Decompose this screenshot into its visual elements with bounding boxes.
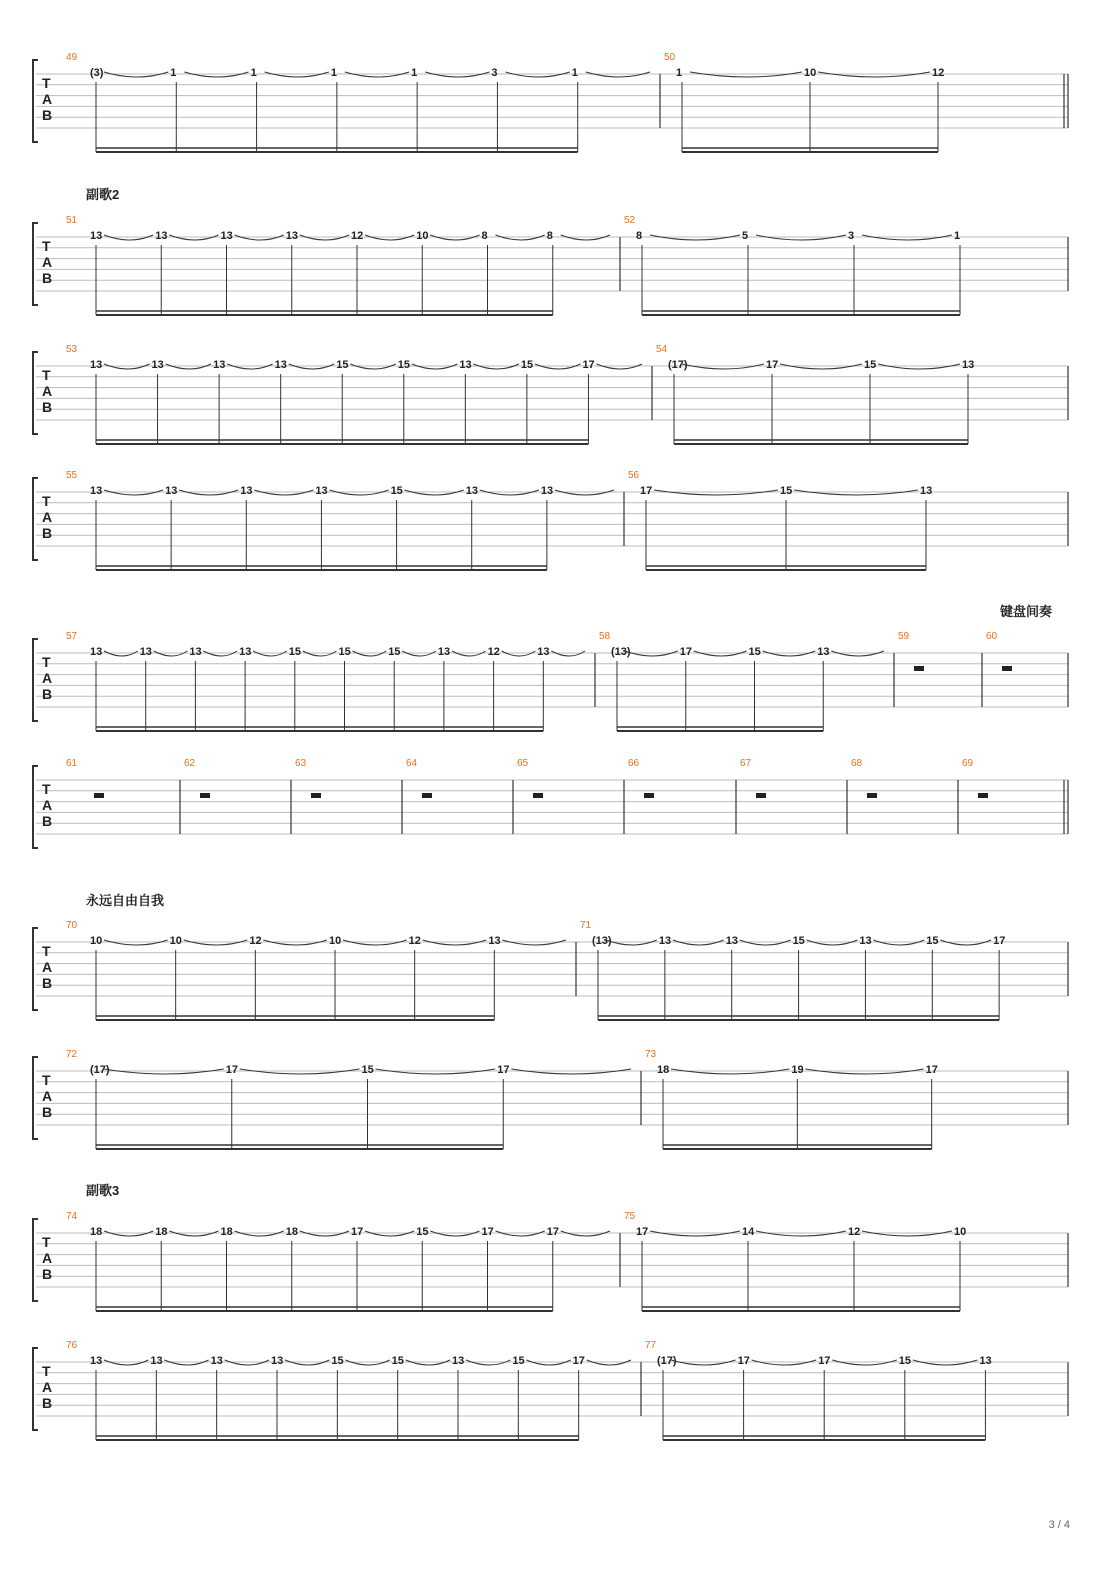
fret-number: 13 [155,230,168,242]
fret-number: 12 [249,935,262,947]
fret-number: 13 [90,230,103,242]
fret-number: 13 [90,485,103,497]
measure-number: 74 [66,1211,78,1222]
fret-number: 17 [351,1226,364,1238]
system-bracket [33,1348,38,1430]
fret-number: 3 [848,230,855,242]
fret-number: 17 [925,1064,938,1076]
fret-number: 15 [926,935,939,947]
fret-number: 13 [90,646,103,658]
fret-number: 13 [817,646,830,658]
measure-number: 76 [66,1340,78,1351]
fret-number: 13 [189,646,202,658]
fret-number: 17 [546,1226,559,1238]
fret-number: 17 [640,485,653,497]
tab-clef-letter: A [42,959,53,975]
measure-number: 73 [645,1049,657,1060]
fret-number: 13 [540,485,554,497]
rest [914,666,924,671]
measure-number: 54 [656,344,668,355]
fret-number: 1 [170,67,177,79]
tab-clef-letter: T [42,654,51,670]
fret-number: 10 [954,1226,967,1238]
fret-number: 17 [582,359,595,371]
tab-clef-letter: T [42,1363,51,1379]
tab-clef-letter: T [42,238,51,254]
system-bracket [33,478,38,560]
tab-clef-letter: B [42,686,53,702]
fret-number: 17 [766,359,779,371]
tab-clef-letter: B [42,525,53,541]
measure-number: 69 [962,758,974,769]
fret-number: 12 [408,935,421,947]
fret-number: 13 [271,1355,284,1367]
rest [422,793,432,798]
fret-number: 3 [491,67,498,79]
fret-number: 8 [546,230,553,242]
fret-number: 15 [416,1226,429,1238]
measure-number: 52 [624,215,636,226]
fret-number: 13 [459,359,472,371]
measure-number: 70 [66,920,78,931]
tab-clef-letter: A [42,509,53,525]
rest [94,793,104,798]
fret-number: 13 [240,485,253,497]
fret-number: 13 [285,230,298,242]
measure-number: 72 [66,1049,78,1060]
fret-number: 1 [676,67,683,79]
measure-number: 51 [66,215,78,226]
fret-number: 13 [213,359,226,371]
measure-number: 65 [517,758,529,769]
fret-number: 17 [679,646,692,658]
tab-clef-letter: B [42,975,53,991]
fret-number: 17 [481,1226,494,1238]
fret-number: 13 [437,646,451,658]
section-label-chorus-2: 副歌2 [86,187,120,202]
fret-number: 13 [274,359,287,371]
fret-number: 18 [155,1226,168,1238]
fret-number: 15 [361,1064,374,1076]
fret-number: (17) [657,1355,677,1367]
fret-number: 13 [658,935,672,947]
fret-number: 15 [780,485,793,497]
fret-number: 12 [848,1226,861,1238]
fret-number: 15 [338,646,351,658]
section-label-chorus-3: 副歌3 [86,1183,120,1198]
fret-number: 1 [571,67,578,79]
tab-clef-letter: B [42,1104,53,1120]
measure-number: 50 [664,52,676,63]
rest [644,793,654,798]
fret-number: 13 [139,646,152,658]
measure-number: 58 [599,631,611,642]
measure-number: 61 [66,758,78,769]
measure-number: 66 [628,758,640,769]
fret-number: 5 [742,230,749,242]
measure-number: 59 [898,631,910,642]
system-bracket [33,1057,38,1139]
fret-number: 13 [452,1355,465,1367]
rest [1002,666,1012,671]
tab-clef-letter: T [42,493,51,509]
fret-number: 13 [150,1355,163,1367]
fret-number: 17 [497,1064,510,1076]
tab-clef-letter: A [42,254,53,270]
measure-number: 57 [66,631,78,642]
fret-number: 13 [920,485,933,497]
tab-clef-letter: A [42,91,53,107]
fret-number: (17) [668,359,688,371]
fret-number: 12 [932,67,945,79]
tab-clef-letter: A [42,1088,53,1104]
fret-number: 17 [636,1226,649,1238]
fret-number: 13 [165,485,178,497]
fret-number: 1 [411,67,418,79]
tab-clef-letter: A [42,1379,53,1395]
fret-number: 15 [288,646,302,658]
measure-number: 67 [740,758,752,769]
system-bracket [33,1219,38,1301]
fret-number: 8 [481,230,488,242]
tab-clef-letter: B [42,107,53,123]
fret-number: 13 [537,646,550,658]
fret-number: 13 [962,359,975,371]
measure-number: 55 [66,470,78,481]
fret-number: 17 [225,1064,238,1076]
fret-number: (13) [592,935,612,947]
fret-number: 13 [979,1355,992,1367]
measure-number: 49 [66,52,78,63]
fret-number: 13 [315,485,328,497]
fret-number: 15 [391,1355,404,1367]
tab-clef-letter: A [42,670,53,686]
system-bracket [33,639,38,721]
measure-number: 68 [851,758,863,769]
fret-number: 15 [520,359,534,371]
fret-number: 8 [636,230,643,242]
fret-number: 14 [742,1226,755,1238]
fret-number: 13 [488,935,501,947]
measure-number: 63 [295,758,307,769]
tab-clef-letter: A [42,797,53,813]
tab-clef-letter: B [42,399,53,415]
tab-clef-letter: T [42,943,51,959]
fret-number: 15 [792,935,805,947]
fret-number: 13 [239,646,252,658]
fret-number: 17 [572,1355,585,1367]
fret-number: 15 [331,1355,344,1367]
fret-number: 18 [90,1226,103,1238]
fret-number: 1 [330,67,337,79]
section-label-forever-free: 永远自由自我 [86,893,165,908]
fret-number: 17 [993,935,1006,947]
fret-number: 10 [804,67,817,79]
fret-number: 10 [416,230,429,242]
fret-number: 15 [898,1355,912,1367]
tab-clef-letter: T [42,1072,51,1088]
fret-number: 10 [329,935,342,947]
measure-number: 77 [645,1340,657,1351]
section-label-keyboard-interlude: 键盘间奏 [1000,604,1053,619]
system-bracket [33,223,38,305]
fret-number: 13 [90,359,103,371]
measure-number: 56 [628,470,640,481]
rest [200,793,210,798]
fret-number: (3) [90,67,104,79]
measure-number: 64 [406,758,418,769]
fret-number: (13) [611,646,631,658]
fret-number: 12 [487,646,500,658]
fret-number: (17) [90,1064,110,1076]
tab-clef-letter: T [42,367,51,383]
fret-number: 10 [90,935,103,947]
system-bracket [33,766,38,848]
system-bracket [33,60,38,142]
fret-number: 18 [220,1226,233,1238]
fret-number: 12 [351,230,364,242]
fret-number: 13 [859,935,872,947]
measure-number: 60 [986,631,998,642]
measure-number: 71 [580,920,592,931]
tab-clef-letter: A [42,383,53,399]
rest [978,793,988,798]
tab-clef-letter: B [42,813,53,829]
fret-number: 17 [818,1355,831,1367]
tab-clef-letter: A [42,1250,53,1266]
measure-number: 53 [66,344,78,355]
tab-clef-letter: B [42,1266,53,1282]
rest [756,793,766,798]
tab-clef-letter: B [42,1395,53,1411]
measure-number: 75 [624,1211,636,1222]
tab-clef-letter: T [42,1234,51,1250]
fret-number: 1 [954,230,961,242]
rest [533,793,543,798]
system-bracket [33,352,38,434]
fret-number: 10 [169,935,182,947]
fret-number: 13 [725,935,738,947]
fret-number: 17 [737,1355,750,1367]
fret-number: 13 [220,230,233,242]
fret-number: 19 [791,1064,804,1076]
fret-number: 13 [210,1355,223,1367]
tab-clef-letter: T [42,781,51,797]
fret-number: 13 [151,359,164,371]
fret-number: 13 [90,1355,103,1367]
measure-number: 62 [184,758,196,769]
rest [867,793,877,798]
page-number: 3 / 4 [1048,1519,1070,1531]
tab-clef-letter: B [42,270,53,286]
fret-number: 15 [390,485,403,497]
fret-number: 15 [512,1355,525,1367]
fret-number: 13 [465,485,478,497]
fret-number: 15 [864,359,877,371]
rest [311,793,321,798]
fret-number: 1 [250,67,257,79]
fret-number: 15 [336,359,349,371]
fret-number: 18 [657,1064,670,1076]
fret-number: 15 [388,646,401,658]
fret-number: 18 [285,1226,298,1238]
fret-number: 15 [397,359,411,371]
system-bracket [33,928,38,1010]
fret-number: 15 [748,646,761,658]
tab-clef-letter: T [42,75,51,91]
